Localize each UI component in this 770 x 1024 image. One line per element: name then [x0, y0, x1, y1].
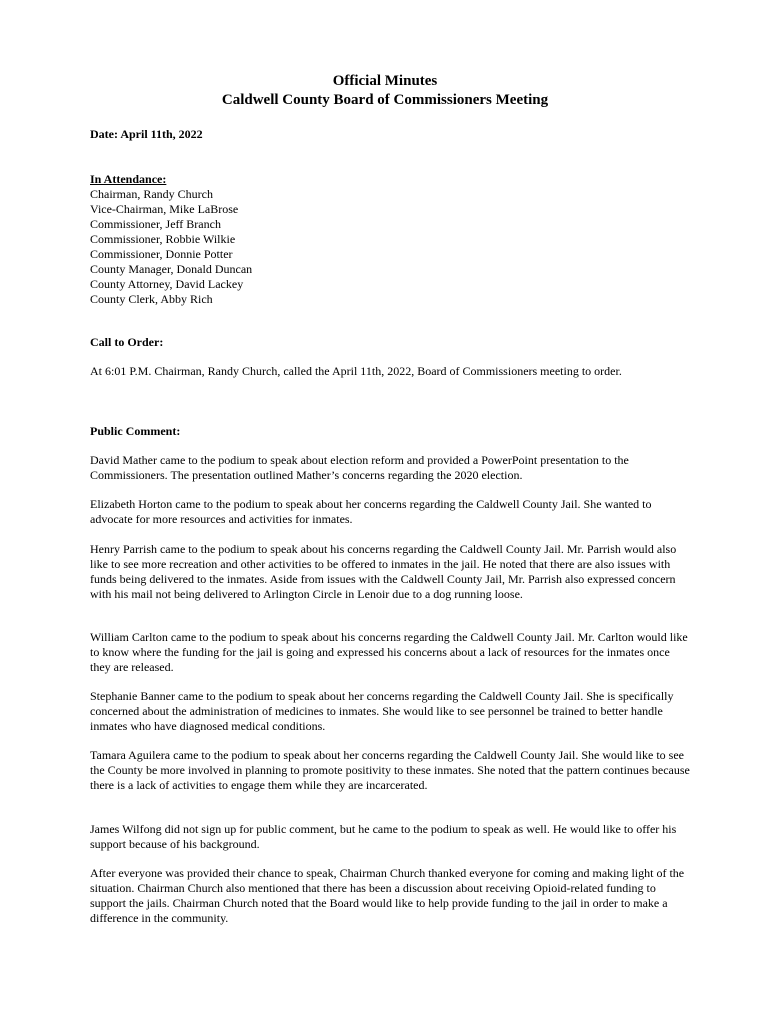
attendance-heading: In Attendance: — [90, 172, 167, 186]
attendee: Commissioner, Robbie Wilkie — [90, 232, 236, 246]
attendee: County Attorney, David Lackey — [90, 277, 244, 291]
public-comment-heading: Public Comment: — [90, 424, 181, 438]
comment-paragraph: James Wilfong did not sign up for public comment, but he came to the podium to speak as well. He would like to offer his support because of his background. — [90, 822, 677, 851]
meeting-date: Date: April 11th, 2022 — [90, 127, 203, 141]
attendee: County Manager, Donald Duncan — [90, 262, 253, 276]
comment-paragraph: Stephanie Banner came to the podium to speak about her concerns regarding the Caldwell County Jail. She is specifically concerned about the administration of medicines to inmates. She would like to see personnel be trained to better handle inmates who have diagnosed medical conditions. — [90, 689, 674, 733]
comment-paragraph: William Carlton came to the podium to speak about his concerns regarding the Caldwell County Jail. Mr. Carlton would like to know where the funding for the jail is going and expressed his concerns about a lack of resources for the inmates once they are released. — [90, 630, 688, 674]
document-title: Official Minutes — [332, 73, 438, 89]
document-subtitle: Caldwell County Board of Commissioners Meeting — [221, 92, 549, 108]
attendee: Vice-Chairman, Mike LaBrose — [90, 202, 239, 216]
comment-paragraph: After everyone was provided their chance to speak, Chairman Church thanked everyone for coming and making light of the situation. Chairman Church also mentioned that there has been a discussion about receiving Opioid-related funding to support the jails. Chairman Church noted that the Board would like to help provide funding to the jail in order to make a difference in the community. — [90, 866, 685, 925]
attendee: Commissioner, Jeff Branch — [90, 217, 221, 231]
comment-paragraph: Elizabeth Horton came to the podium to speak about her concerns regarding the Caldwell County Jail. She wanted to advocate for more resources and activities for inmates. — [90, 497, 652, 526]
call-to-order-text: At 6:01 P.M. Chairman, Randy Church, called the April 11th, 2022, Board of Commissioners meeting to order. — [90, 364, 622, 378]
call-to-order-heading: Call to Order: — [90, 335, 164, 349]
document-header — [0, 72, 770, 110]
comment-paragraph: Henry Parrish came to the podium to speak about his concerns regarding the Caldwell County Jail. Mr. Parrish would also like to see more recreation and other activities to be offered to inmates in the jail. He noted that there are also issues with funds being delivered to the inmates. Aside from issues with the Caldwell County Jail, Mr. Parrish also expressed concern with his mail not being delivered to Arlington Circle in Lenoir due to a dog running loose. — [90, 542, 677, 601]
attendee: Chairman, Randy Church — [90, 187, 213, 201]
comment-paragraph: David Mather came to the podium to speak about election reform and provided a PowerPoint presentation to the Commissioners. The presentation outlined Mather’s concerns regarding the 2020 election. — [90, 453, 629, 482]
comment-paragraph: Tamara Aguilera came to the podium to speak about her concerns regarding the Caldwell County Jail. She would like to see the County be more involved in planning to promote positivity to these inmates. She noted that the pattern continues because there is a lack of activities to engage them while they are incarcerated. — [90, 748, 690, 792]
attendee: Commissioner, Donnie Potter — [90, 247, 233, 261]
attendance-section — [90, 172, 690, 307]
attendee: County Clerk, Abby Rich — [90, 292, 213, 306]
